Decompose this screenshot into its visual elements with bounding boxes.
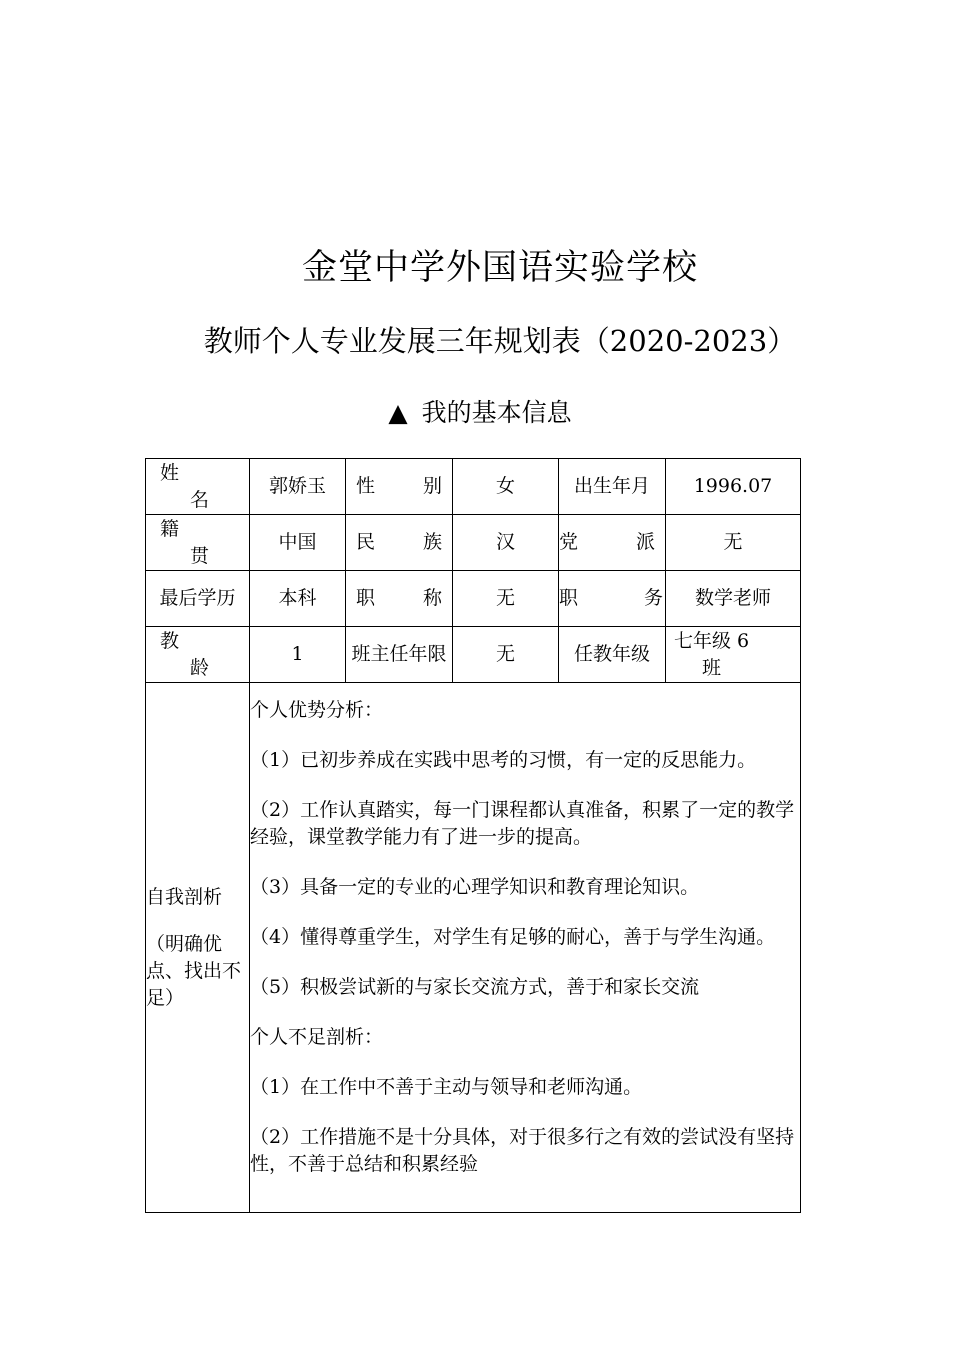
ethnic-label: 民 族 — [346, 515, 453, 571]
education-value: 本科 — [250, 571, 346, 627]
list-item: （1）已初步养成在实践中思考的习惯，有一定的反思能力。 — [250, 748, 757, 771]
list-item: （2）工作措施不是十分具体，对于很多行之有效的尝试没有坚持性，不善于总结和积累经验 — [250, 1125, 795, 1175]
weaknesses-heading: 个人不足剖析： — [250, 1025, 384, 1048]
teaching-grade-label: 任教年级 — [559, 627, 666, 683]
school-title: 金堂中学外国语实验学校 — [301, 248, 698, 288]
section-heading — [0, 393, 960, 429]
teaching-years-label: 教 龄 — [146, 627, 250, 683]
self-analysis-label — [146, 683, 250, 1213]
duty-label: 职 务 — [559, 571, 666, 627]
head-teacher-years-label: 班主任年限 — [346, 627, 453, 683]
self-analysis-content — [250, 683, 801, 1213]
birth-value: 1996.07 — [666, 459, 801, 515]
list-item: （1）在工作中不善于主动与领导和老师沟通。 — [250, 1075, 643, 1098]
gender-value: 女 — [453, 459, 559, 515]
self-analysis-title: 自我剖析 — [146, 885, 223, 908]
duty-value: 数学老师 — [666, 571, 801, 627]
section-heading-text: 我的基本信息 — [421, 398, 572, 427]
table-row — [146, 571, 801, 627]
teaching-grade-value: 七年级 6 班 — [666, 627, 801, 683]
head-teacher-years-value: 无 — [453, 627, 559, 683]
triangle-icon: ▲ — [388, 398, 408, 427]
table-row — [146, 627, 801, 683]
party-label: 党 派 — [559, 515, 666, 571]
ethnic-value: 汉 — [453, 515, 559, 571]
title-label: 职 称 — [346, 571, 453, 627]
list-item: （2）工作认真踏实，每一门课程都认真准备，积累了一定的教学经验，课堂教学能力有了进一步的提高。 — [250, 798, 795, 848]
self-analysis-subtitle: （明确优点、找出不足） — [146, 932, 242, 1009]
list-item: （3）具备一定的专业的心理学知识和教育理论知识。 — [250, 875, 700, 898]
table-row — [146, 459, 801, 515]
birth-label: 出生年月 — [559, 459, 666, 515]
table-row — [146, 683, 801, 1213]
gender-label: 性 别 — [346, 459, 453, 515]
list-item: （5）积极尝试新的与家长交流方式，善于和家长交流 — [250, 975, 700, 998]
strengths-heading: 个人优势分析： — [250, 698, 384, 721]
title-value: 无 — [453, 571, 559, 627]
party-value: 无 — [666, 515, 801, 571]
name-label: 姓 名 — [146, 459, 250, 515]
education-label: 最后学历 — [146, 571, 250, 627]
list-item: （4）懂得尊重学生，对学生有足够的耐心，善于与学生沟通。 — [250, 925, 776, 948]
table-row — [146, 515, 801, 571]
origin-value: 中国 — [250, 515, 346, 571]
origin-label: 籍 贯 — [146, 515, 250, 571]
basic-info-table — [145, 458, 801, 1213]
teaching-years-value: 1 — [250, 627, 346, 683]
name-value: 郭娇玉 — [250, 459, 346, 515]
form-title: 教师个人专业发展三年规划表（2020-2023） — [203, 324, 797, 358]
